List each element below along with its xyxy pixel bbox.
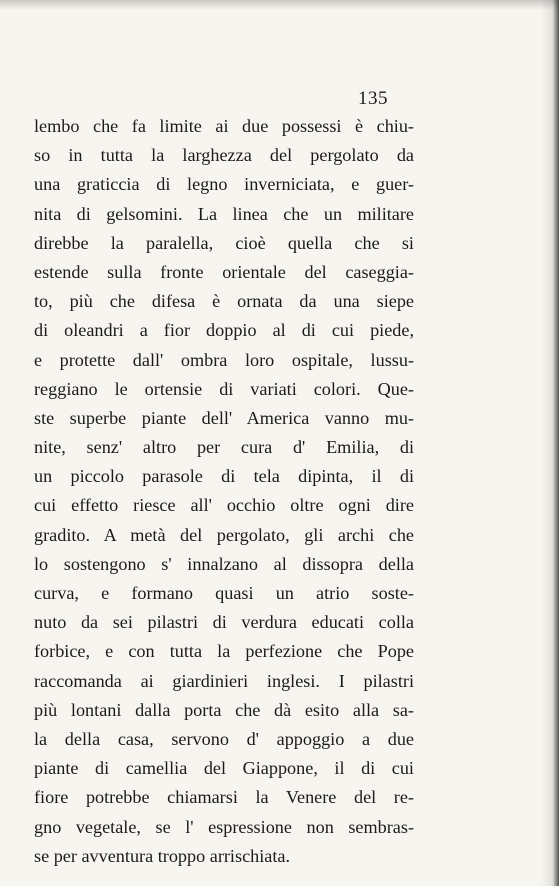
text-line: lo sostengono s' innalzano al dissopra della — [34, 553, 414, 574]
page-edge-shadow — [553, 0, 559, 886]
text-line: lembo che fa limite ai due possessi è chiu- — [34, 116, 414, 136]
text-line: la della casa, servono d' appoggio a due — [34, 728, 414, 749]
text-line: to, più che difesa è ornata da una siepe — [34, 291, 414, 312]
text-line: estende sulla fronte orientale del caseggia- — [34, 261, 414, 282]
text-line: più lontani dalla porta che dà esito alla sa- — [34, 699, 414, 720]
text-line: un piccolo parasole di tela dipinta, il di — [34, 466, 414, 487]
text-line: curva, e formano quasi un atrio soste- — [34, 583, 414, 603]
page-number: 135 — [358, 88, 388, 109]
text-line: direbbe la paralella, cioè quella che si — [34, 232, 414, 253]
text-line: forbice, e con tutta la perfezione che Pope — [34, 641, 414, 662]
text-line: e protette dall' ombra loro ospitale, lussu- — [34, 349, 414, 370]
text-line: piante di camellia del Giappone, il di cui — [34, 758, 414, 779]
text-line: nuto da sei pilastri di verdura educati colla — [34, 612, 414, 633]
text-line: di oleandri a fior doppio al di cui piede, — [34, 320, 414, 341]
text-line: reggiano le ortensie di variati colori. Que- — [34, 378, 414, 399]
text-line: gno vegetale, se l' espressione non sembras- — [34, 816, 414, 837]
text-line: raccomanda ai giardinieri inglesi. I pilastri — [34, 670, 414, 691]
text-line: cui effetto riesce all' occhio oltre ogni dire — [34, 495, 414, 516]
text-line: fiore potrebbe chiamarsi la Venere del re- — [34, 787, 414, 808]
text-line: se per avventura troppo arrischiata. — [34, 845, 291, 866]
text-line: nite, senz' altro per cura d' Emilia, di — [34, 437, 414, 458]
text-line: gradito. A metà del pergolato, gli archi che — [34, 524, 414, 545]
text-line: ste superbe piante dell' America vanno mu- — [34, 407, 414, 428]
text-line: una graticcia di legno inverniciata, e guer- — [34, 174, 414, 195]
body-text — [34, 112, 414, 871]
text-line: so in tutta la larghezza del pergolato da — [34, 145, 414, 166]
text-line: nita di gelsomini. La linea che un militare — [34, 203, 414, 224]
